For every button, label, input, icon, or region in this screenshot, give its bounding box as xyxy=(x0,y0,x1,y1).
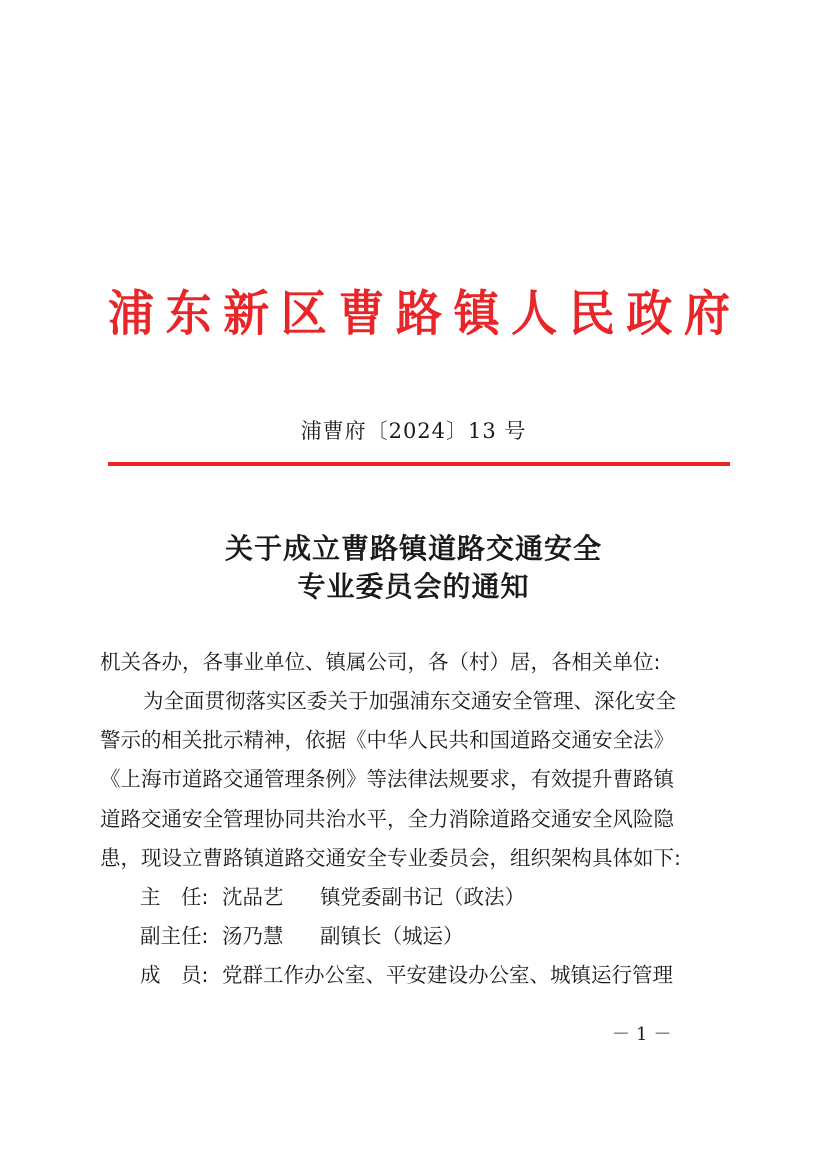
member-name: 沈品艺 xyxy=(222,885,284,909)
header-char: 民 xyxy=(568,284,615,342)
page-number: －1－ xyxy=(612,1024,678,1045)
paragraph-line-4: 道路交通安全管理协同共治水平，全力消除道路交通安全风险隐 xyxy=(100,807,674,831)
header-char: 政 xyxy=(626,284,673,342)
member-position: 党群工作办公室、平安建设办公室、城镇运行管理 xyxy=(222,963,673,987)
member-role: 成 员: xyxy=(140,963,209,987)
paragraph-line-1: 为全面贯彻落实区委关于加强浦东交通安全管理、深化安全 xyxy=(143,689,676,713)
member-position: 镇党委副书记（政法） xyxy=(320,885,525,909)
member-row-members xyxy=(140,965,673,986)
paragraph-line-5: 患，现设立曹路镇道路交通安全专业委员会，组织架构具体如下: xyxy=(100,846,681,870)
member-name: 汤乃慧 xyxy=(222,924,284,948)
paragraph-line-3: 《上海市道路交通管理条例》等法律法规要求，有效提升曹路镇 xyxy=(100,767,674,791)
header-char: 浦 xyxy=(108,284,154,342)
header-char: 镇 xyxy=(453,284,500,342)
member-role: 副主任: xyxy=(140,924,209,948)
header-char: 人 xyxy=(511,284,558,342)
header-char: 东 xyxy=(165,284,212,342)
red-separator-line xyxy=(108,462,730,466)
member-row-deputy-director xyxy=(140,926,464,947)
issuing-authority-header xyxy=(108,280,730,340)
addressee-line: 机关各办，各事业单位、镇属公司，各（村）居，各相关单位: xyxy=(100,650,661,674)
header-char: 曹 xyxy=(338,284,385,342)
paragraph-line-2: 警示的相关批示精神，依据《中华人民共和国道路交通安全法》 xyxy=(100,728,674,752)
document-number: 浦曹府〔2024〕13 号 xyxy=(300,419,527,443)
header-char: 新 xyxy=(223,284,270,342)
header-char: 路 xyxy=(395,284,442,342)
document-title-line-1: 关于成立曹路镇道路交通安全 xyxy=(224,532,602,565)
member-role: 主 任: xyxy=(140,885,209,909)
header-char: 区 xyxy=(280,284,327,342)
member-position: 副镇长（城运） xyxy=(320,924,464,948)
member-row-director xyxy=(140,887,525,908)
header-char: 府 xyxy=(683,284,730,342)
document-title-line-2: 专业委员会的通知 xyxy=(297,570,530,603)
